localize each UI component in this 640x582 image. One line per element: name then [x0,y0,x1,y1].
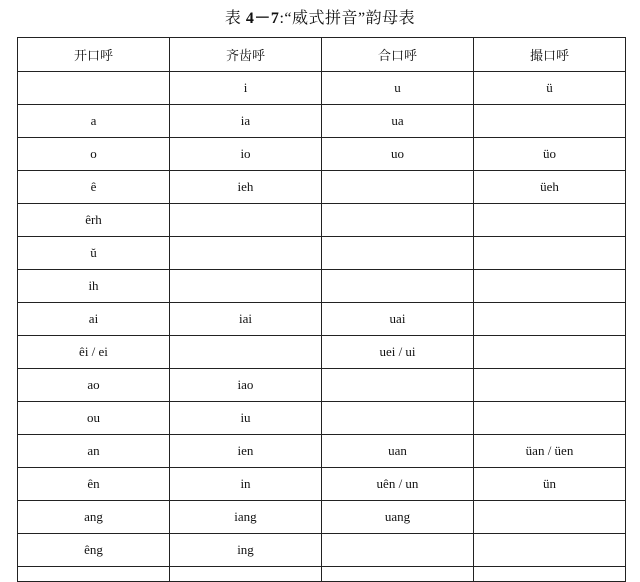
table-row [18,468,626,501]
table-cell: ün [474,468,626,501]
table-row [18,72,626,105]
table-cell: êrh [18,204,170,237]
table-row [18,336,626,369]
table-row [18,567,626,582]
table-cell [474,534,626,567]
table-cell: i [170,72,322,105]
table-cell [170,270,322,303]
table-cell [322,204,474,237]
table-cell: a [18,105,170,138]
table-row [18,171,626,204]
table-cell: ia [170,105,322,138]
table-cell [170,204,322,237]
table-body [18,72,626,582]
table-cell: ai [18,303,170,336]
title-number: 4－7 [245,10,280,27]
table-cell: êi / ei [18,336,170,369]
table-cell: an [18,435,170,468]
table-cell: üo [474,138,626,171]
table-cell: iu [170,402,322,435]
table-row [18,138,626,171]
table-title [0,9,640,29]
table-row [18,501,626,534]
table-cell: uai [322,303,474,336]
table-cell [474,369,626,402]
table-cell: êng [18,534,170,567]
table-cell: ang [18,501,170,534]
table-cell [18,567,170,582]
table-cell [322,567,474,582]
column-header: 合口呼 [322,38,474,72]
table-cell [322,270,474,303]
table-cell [474,237,626,270]
table-cell: iao [170,369,322,402]
table-cell: ing [170,534,322,567]
table-cell [474,270,626,303]
table-row [18,435,626,468]
column-header: 齐齿呼 [170,38,322,72]
table-cell [170,567,322,582]
table-cell [474,501,626,534]
column-header: 开口呼 [18,38,170,72]
table-row [18,237,626,270]
table-row [18,270,626,303]
table-cell [322,171,474,204]
table-row [18,534,626,567]
header-row [18,38,626,72]
table-cell: ieh [170,171,322,204]
table-cell: ŭ [18,237,170,270]
table-cell: iai [170,303,322,336]
table-cell: ü [474,72,626,105]
table-cell [474,105,626,138]
table-row [18,369,626,402]
table-cell: üeh [474,171,626,204]
table-cell [18,72,170,105]
table-row [18,402,626,435]
table-cell [474,402,626,435]
table-cell: ê [18,171,170,204]
table-cell: in [170,468,322,501]
table-cell: uang [322,501,474,534]
table-cell [322,369,474,402]
table-cell [322,402,474,435]
table-cell: ên [18,468,170,501]
table-cell: ien [170,435,322,468]
table-cell: ao [18,369,170,402]
table-cell: iang [170,501,322,534]
table-cell: üan / üen [474,435,626,468]
table-cell [474,303,626,336]
table-cell: ou [18,402,170,435]
finals-table [17,37,626,582]
table-cell [170,336,322,369]
table-row [18,303,626,336]
title-text: :“威式拼音”韵母表 [279,10,416,27]
table-row [18,105,626,138]
table-cell: uo [322,138,474,171]
table-cell: io [170,138,322,171]
table-cell: ua [322,105,474,138]
table-cell [474,567,626,582]
table-row [18,204,626,237]
table-cell [170,237,322,270]
column-header: 撮口呼 [474,38,626,72]
table-cell [474,204,626,237]
table-cell: uan [322,435,474,468]
table-cell: o [18,138,170,171]
table-cell [322,534,474,567]
table-cell: u [322,72,474,105]
table-cell [322,237,474,270]
table-cell: uên / un [322,468,474,501]
table-cell [474,336,626,369]
table-cell: ih [18,270,170,303]
title-prefix: 表 [224,10,246,27]
table-cell: uei / ui [322,336,474,369]
